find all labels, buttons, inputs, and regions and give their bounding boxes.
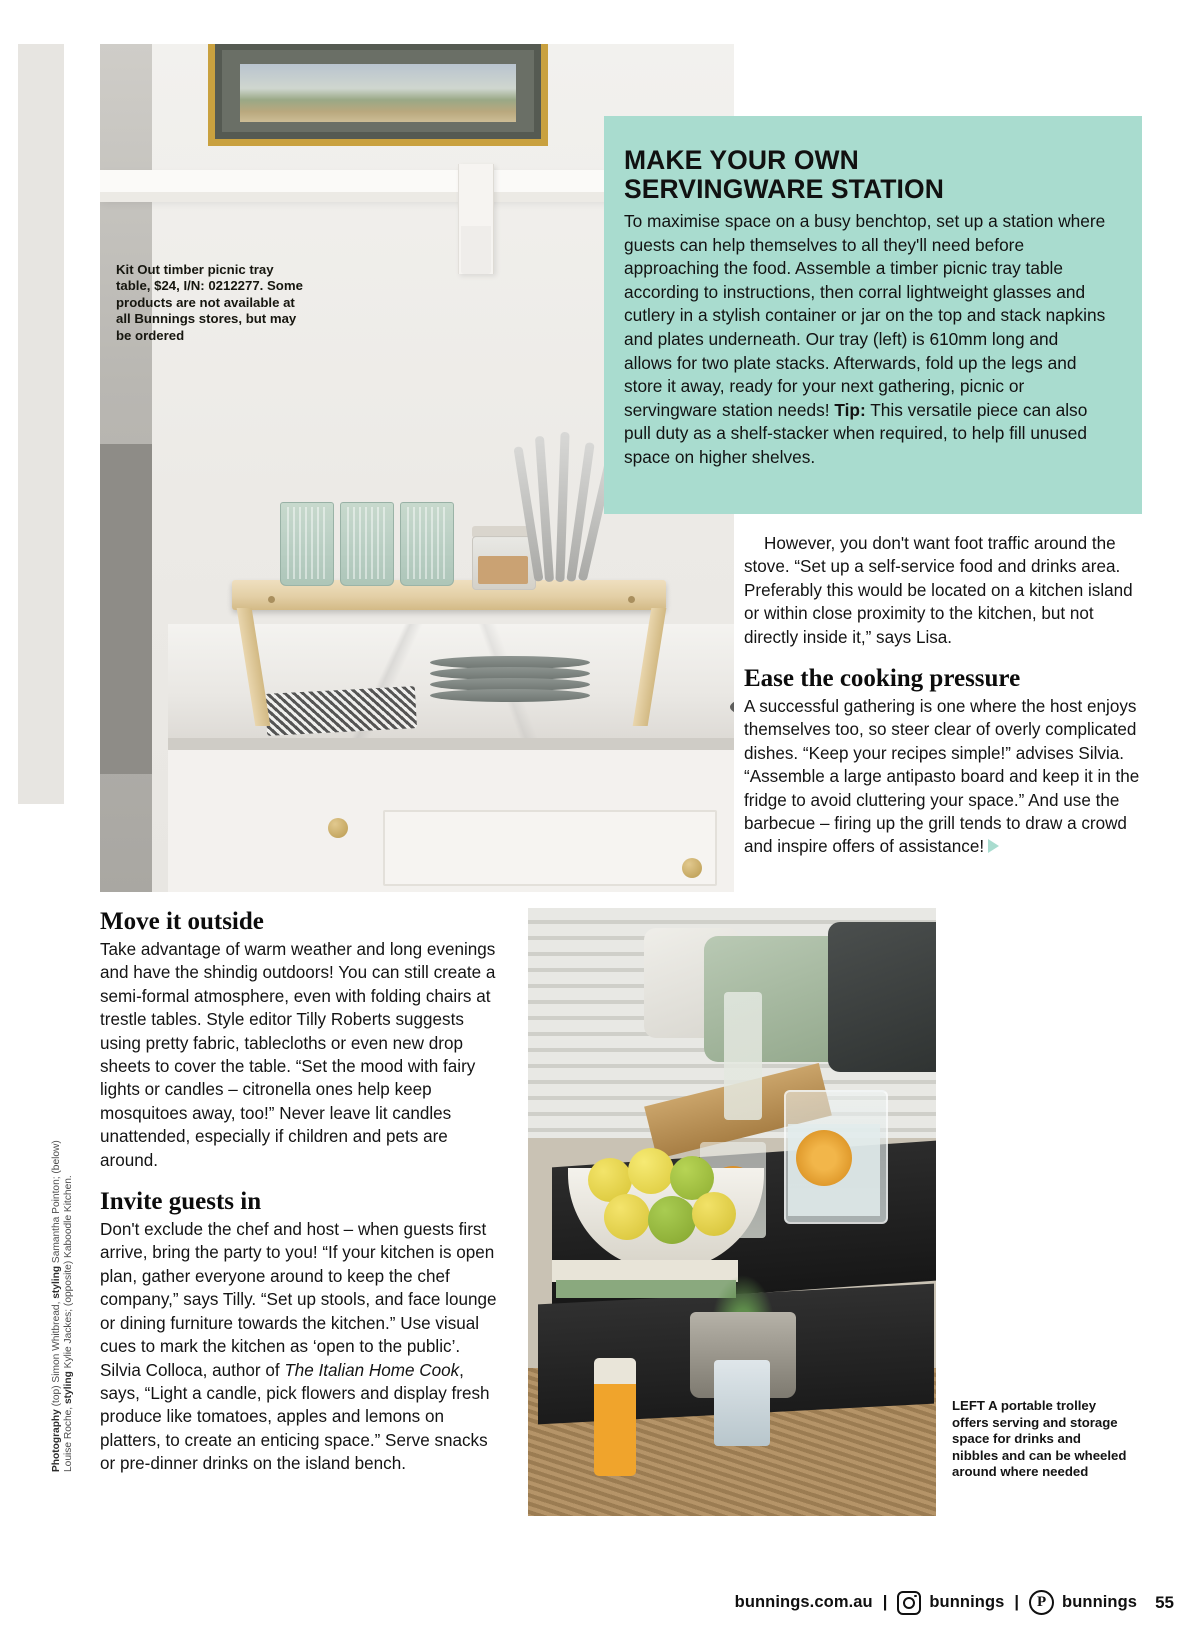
panel-body [624,210,1108,470]
credit-line1-rest: (top) Simon Whitbread, [51,1298,62,1410]
left-text-column [100,908,500,1476]
left-paragraph-2 [100,1218,500,1475]
orange-slice [796,1130,852,1186]
cutlery-bunch [518,432,614,582]
glass-bottle [724,992,762,1120]
credit-line2-start: Louise Roche, [63,1404,74,1472]
page-edge-strip [18,44,64,804]
cabinet-knob [682,858,702,878]
dark-cushion [828,922,936,1072]
panel-heading-line1: MAKE YOUR OWN [624,145,859,175]
credit-styling-label-2: styling [63,1371,74,1405]
drinking-glass [280,502,334,586]
right-text-column [744,532,1140,859]
continue-arrow-icon [988,839,999,853]
panel-tip-label: Tip: [834,399,866,420]
tray-bolt [628,596,635,603]
drinking-glass [340,502,394,586]
photo-left-wall-shadow [100,444,152,774]
plate [430,689,590,702]
credit-line2-rest: Kylie Jackes; (opposite) Kaboodle Kitchen. [63,1175,74,1372]
panel-heading-line2: SERVINGWARE STATION [624,174,944,204]
footer-instagram-handle[interactable]: bunnings [929,1593,1005,1611]
cutlery-piece [555,432,569,582]
right-paragraph-1: However, you don't want foot traffic around the stove. “Set up a self-service food and drinks area. Preferably this would be located on a kitchen island or within close proximity to the kitchen, but not directly inside it,” says Lisa. [744,534,1133,647]
framed-artwork [208,44,548,146]
page-number: 55 [1155,1592,1174,1612]
make-your-own-panel [604,116,1142,514]
caption-direction-label: LEFT [952,1398,985,1413]
left-paragraph-2-part-b: , says, “Light a candle, pick flowers and display fresh produce like tomatoes, apples and lemons on platters, to create an enticing space.” Serve snacks or pre-dinner drinks on the island bench. [100,1360,490,1474]
caption-text-bold: tray table [116,262,274,294]
soap-bottle [594,1358,636,1476]
caption-body-text: A portable trolley offers serving and storage space for drinks and nibbles and can be wheeled around where needed [952,1398,1127,1480]
kitchen-cabinet [168,750,734,892]
drinking-glass [400,502,454,586]
photography-credit [51,1076,75,1472]
credit-line1-rest2: Samantha Pointon; (below) [51,1140,62,1266]
cabinet-knob [328,818,348,838]
footer-pinterest-handle[interactable]: bunnings [1062,1593,1138,1611]
lemon [604,1194,650,1240]
footer-separator-2: | [1014,1593,1020,1611]
drink-can [714,1360,770,1446]
left-paragraph-2-part-a: Don't exclude the chef and host – when guests first arrive, bring the party to you! “If your kitchen is open plan, gather everyone around to keep the chef company,” says Tilly. “Set up stools, and face lounge or dining furniture towards the kitchen.” Use visual cues to mark the kitchen as ‘open to the public’. Silvia Colloca, author of [100,1220,497,1380]
book-title-italic: The Italian Home Cook [284,1360,460,1380]
pinterest-icon[interactable]: P [1029,1590,1054,1615]
bottom-photo-caption [952,1398,1128,1481]
artwork-mat [222,50,534,132]
right-paragraph-2 [744,695,1140,859]
panel-body-part2: This versatile piece can also pull duty as a shelf-stacker when required, to help fill unused space on higher shelves. [624,399,1088,467]
caption-text-part2: , $24, I/N: 0212277. Some products are not available at all Bunnings stores, but may be ordered [116,278,303,343]
caption-text-part1: Kit Out timber picnic [116,262,250,277]
heading-ease-the-cooking-pressure: Ease the cooking pressure [744,665,1021,693]
footer-website[interactable]: bunnings.com.au [734,1593,873,1611]
page-footer [0,1590,1200,1615]
instagram-icon[interactable] [897,1591,921,1615]
heading-invite-guests-in: Invite guests in [100,1188,262,1216]
panel-body-part1: To maximise space on a busy benchtop, set up a station where guests can help themselves to all they'll need before approaching the food. Assemble a timber picnic tray table according to instructions, then corral lightweight glasses and cutlery in a stylish container or jar on the top and stack napkins and plates underneath. Our tray (left) is 610mm long and allows for two plate stacks. Afterwards, fold up the legs and store it away, ready for your next gathering, picnic or servingware station needs! [624,211,1106,420]
cabinet-drawer-panel [383,810,717,886]
credit-line2 [63,1076,75,1472]
tray-bolt [268,596,275,603]
hero-photo-caption [116,262,306,344]
heading-move-it-outside: Move it outside [100,908,264,935]
shelf-bracket [458,164,494,274]
checked-napkin [265,686,417,736]
lemon [628,1148,674,1194]
footer-separator-1: | [882,1593,888,1611]
right-paragraph-2-text: A successful gathering is one where the host enjoys themselves too, so steer clear of overly complicated dishes. “Keep your recipes simple!” advises Silvia. “Assemble a large antipasto board and keep it in the fridge to avoid cluttering your space.” And use the barbecue – firing up the grill tends to draw a crowd and inspire offers of assistance! [744,697,1140,857]
credit-photography-label: Photography [51,1409,62,1472]
lime [648,1196,696,1244]
bottom-photo-trolley [528,908,936,1516]
lemon [692,1192,736,1236]
artwork-landscape-image [240,64,516,122]
panel-heading [624,146,1108,204]
left-paragraph-1: Take advantage of warm weather and long evenings and have the shindig outdoors! You can still create a semi-formal atmosphere, even with folding chairs at trestle tables. Style editor Tilly Roberts suggests using pretty fabric, tablecloths or even new drop sheets to cover the table. “Set the mood with fairy lights or candles – citronella ones help keep mosquitoes away, too!” Never leave lit candles unattended, especially if children and pets are around. [100,940,496,1170]
credit-styling-label-1: styling [51,1265,62,1299]
plate-stack [430,656,590,710]
